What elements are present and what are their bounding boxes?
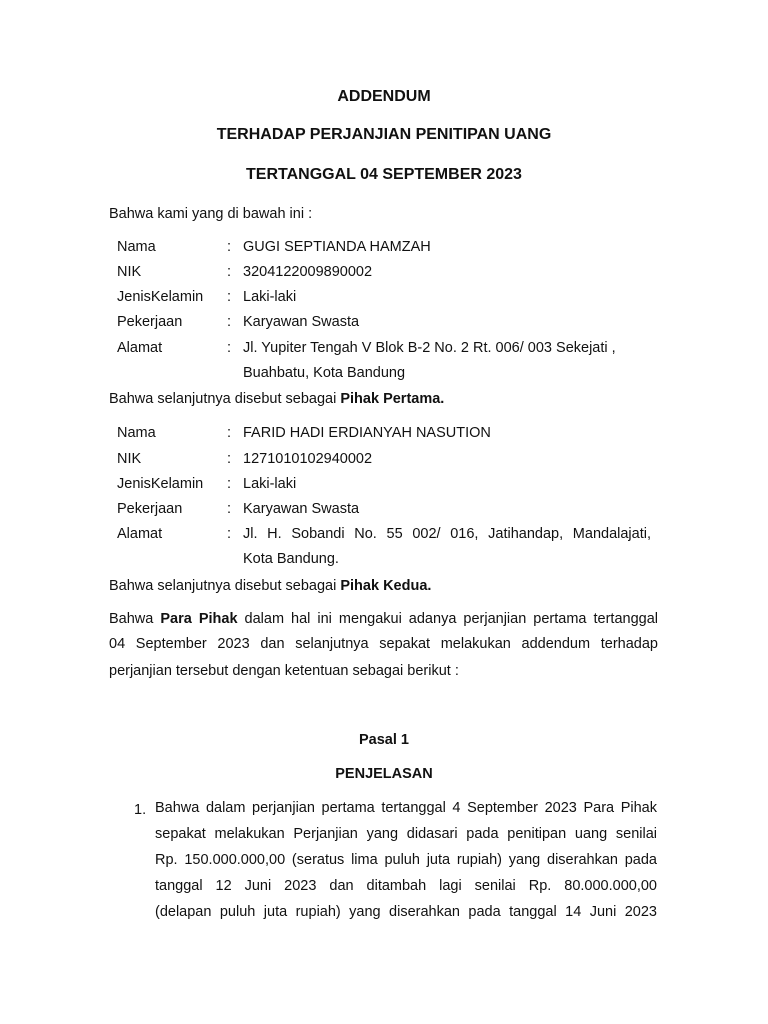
party-two-address-label: Alamat [117,526,163,542]
party-two-name: FARID HADI ERDIANYAH NASUTION [243,425,491,441]
clause-line: Rp. 150.000.000,00 (seratus lima puluh juta rupiah) yang diserahkan pada [155,852,657,868]
party-one-designation [109,389,444,409]
party-one-address-line1: Jl. Yupiter Tengah V Blok B-2 No. 2 Rt. 006/ 003 Sekejati , [243,340,616,356]
party-one-nik: 3204122009890002 [243,264,373,280]
document-subtitle: TERHADAP PERJANJIAN PENITIPAN UANG [216,126,552,143]
colon: : [227,451,232,467]
clause-number: 1. [134,802,147,818]
clause-line: (delapan puluh juta rupiah) yang diserahkan pada tanggal 14 Juni 2023 [155,904,657,920]
document-title: ADDENDUM [337,88,431,105]
party-two-address-line2: Kota Bandung. [243,551,339,567]
agreement-line-1 [109,611,658,627]
pasal-number: Pasal 1 [359,732,409,748]
party-one-gender: Laki-laki [243,289,297,305]
intro-text: Bahwa kami yang di bawah ini : [109,206,313,222]
party-two-nik-label: NIK [117,451,142,467]
colon: : [227,526,232,542]
colon: : [227,289,232,305]
agreement-prefix: Bahwa [109,611,161,627]
document-date-line: TERTANGGAL 04 SEPTEMBER 2023 [246,166,522,183]
party-two-nik: 1271010102940002 [243,451,373,467]
colon: : [227,239,232,255]
agreement-line-2: 04 September 2023 dan selanjutnya sepakat melakukan addendum terhadap [109,636,658,652]
colon: : [227,340,232,356]
clause-line: tanggal 12 Juni 2023 dan ditambah lagi senilai Rp. 80.000.000,00 [155,878,657,894]
party-two-gender-label: JenisKelamin [117,476,204,492]
party-one-name-label: Nama [117,239,156,255]
colon: : [227,264,232,280]
colon: : [227,425,232,441]
party-one-job: Karyawan Swasta [243,314,360,330]
party-two-job: Karyawan Swasta [243,501,360,517]
agreement-rest: dalam hal ini mengakui adanya perjanjian pertama tertanggal [237,611,658,627]
agreement-line-3: perjanjian tersebut dengan ketentuan sebagai berikut : [109,663,459,679]
party-two-address-line1: Jl. H. Sobandi No. 55 002/ 016, Jatihandap, Mandalajati, [243,526,651,542]
clause-line: sepakat melakukan Perjanjian yang didasari pada penitipan uang senilai [155,826,657,842]
party-two-job-label: Pekerjaan [117,501,183,517]
clause-line: Bahwa dalam perjanjian pertama tertanggal 4 September 2023 Para Pihak [155,800,657,816]
party-one-name: GUGI SEPTIANDA HAMZAH [243,239,431,255]
party-one-nik-label: NIK [117,264,142,280]
party-one-gender-label: JenisKelamin [117,289,204,305]
designation-prefix: Bahwa selanjutnya disebut sebagai [109,391,341,407]
pasal-heading: PENJELASAN [335,766,433,782]
colon: : [227,476,232,492]
party-two-name-label: Nama [117,425,156,441]
colon: : [227,314,232,330]
designation-bold: Pihak Kedua. [340,578,432,594]
designation-prefix: Bahwa selanjutnya disebut sebagai [109,578,341,594]
agreement-bold: Para Pihak [160,611,238,627]
designation-bold: Pihak Pertama. [340,391,445,407]
party-one-job-label: Pekerjaan [117,314,183,330]
colon: : [227,501,232,517]
party-one-address-label: Alamat [117,340,163,356]
party-two-gender: Laki-laki [243,476,297,492]
party-two-designation [109,576,431,596]
party-one-address-line2: Buahbatu, Kota Bandung [243,365,406,381]
